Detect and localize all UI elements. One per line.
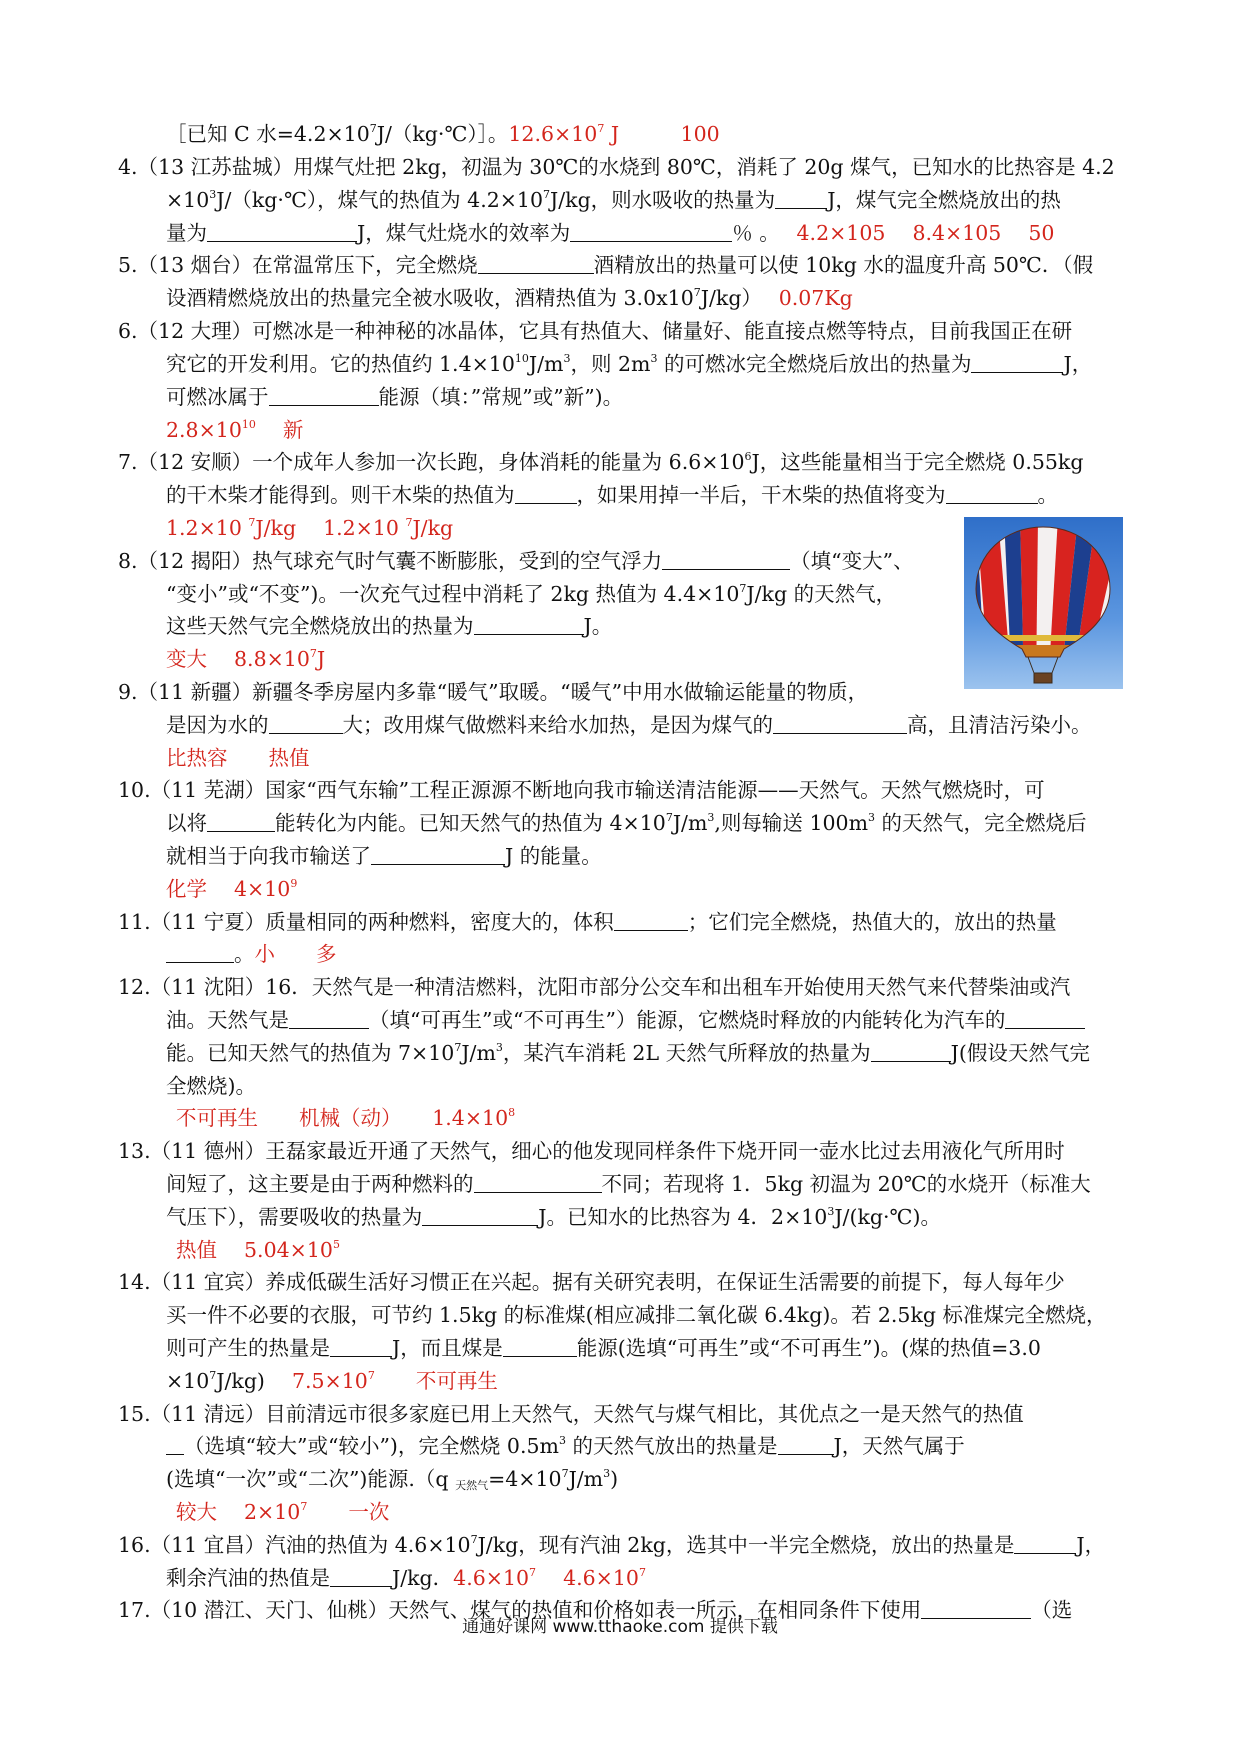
text-line: 。小 多 bbox=[166, 939, 337, 969]
text-line: 可燃冰属于 能源（填：”常规”或”新”)。 bbox=[166, 385, 624, 409]
text-line: 11.（11 宁夏）质量相同的两种燃料，密度大的，体积 ；它们完全燃烧，热值大的，放出的热量 bbox=[118, 910, 1057, 934]
text-line: 究它的开发利用。它的热值约 $1.4\times 10^{10}J/m^3$，则 $2m^3$ 的可燃冰完全燃烧后放出的热量为 J， bbox=[166, 352, 1093, 376]
text-line: ［已知 C 水$=4.2\times 10^7J/(kg\cdot℃)]$。$12.6\times 10^7$ J 100 bbox=[166, 122, 720, 146]
text-line: (选填“一次”或“二次”)能源.（q $_{天然气}=4\times 10^7J/m^3$) bbox=[166, 1467, 619, 1492]
text-line: 化学 $4\times 10^9$ bbox=[166, 877, 298, 901]
text-line: 间短了，这主要是由于两种燃料的 不同；若现将 1．5kg 初温为 20℃的水烧开（标准大 bbox=[166, 1172, 1091, 1196]
text-line: 设酒精燃烧放出的热量完全被水吸收，酒精热值为 $3.0x10^7J/kg$） 0.07Kg bbox=[166, 286, 853, 310]
text-line: 这些天然气完全燃烧放出的热量为 J。 bbox=[166, 614, 613, 638]
text-line: 10.（11 芜湖）国家“西气东输”工程正源源不断地向我市输送清洁能源——天然气。天然气燃烧时，可 bbox=[118, 778, 1045, 802]
text-line: 气压下），需要吸收的热量为 J。已知水的比热容为 4．$2\times 10^3J/(kg\cdot℃)$。 bbox=[166, 1205, 941, 1229]
text-line: 较大 $2\times 10^7$ 一次 bbox=[176, 1500, 390, 1524]
text-line: 则可产生的热量是 J，而且煤是 能源(选填“可再生”或“不可再生”)。(煤的热值=3.0 bbox=[166, 1336, 1041, 1360]
text-line: 5.（13 烟台）在常温常压下，完全燃烧 酒精放出的热量可以使 10kg 水的温度升高 50℃．（假 bbox=[118, 253, 1094, 277]
text-line: 14.（11 宜宾）养成低碳生活好习惯正在兴起。据有关研究表明，在保证生活需要的前提下，每人每年少 bbox=[118, 1270, 1065, 1294]
text-line: 8.（12 揭阳）热气球充气时气囊不断膨胀，受到的空气浮力 （填“变大”、 bbox=[118, 549, 914, 573]
hot-air-balloon-image bbox=[964, 517, 1123, 689]
text-line: 1.2×10 $^7$J/kg 1.2×10 $^7$J/kg bbox=[166, 516, 454, 540]
text-line: （选填“较大”或“较小”)，完全燃烧 $0.5m^3$ 的天然气放出的热量是 J，天然气属于 bbox=[166, 1431, 965, 1461]
text-line: 15.（11 清远）目前清远市很多家庭已用上天然气，天然气与煤气相比，其优点之一是天然气的热值 bbox=[118, 1402, 1024, 1426]
text-line: 比热容 热值 bbox=[166, 746, 310, 770]
text-line: 是因为水的 大；改用煤气做燃料来给水加热，是因为煤气的 高，且清洁污染小。 bbox=[166, 713, 1092, 737]
text-line: 热值 $5.04\times 10^5$ bbox=[176, 1238, 340, 1262]
text-line: 4.（13 江苏盐城）用煤气灶把 2kg，初温为 30℃的水烧到 80℃，消耗了 20g 煤气，已知水的比热容是 4.2 bbox=[118, 155, 1115, 179]
text-line: 13.（11 德州）王磊家最近开通了天然气，细心的他发现同样条件下烧开同一壶水比过去用液化气所用时 bbox=[118, 1139, 1065, 1163]
text-line: 买一件不必要的衣服，可节约 1.5kg 的标准煤(相应减排二氧化碳 6.4kg)。若 2.5kg 标准煤完全燃烧， bbox=[166, 1303, 1107, 1327]
text-line: 17.（10 潜江、天门、仙桃）天然气、煤气的热值和价格如表一所示，在相同条件下使用 （选 bbox=[118, 1598, 1073, 1622]
text-line: 16.（11 宜昌）汽油的热值为 $4.6\times 10^7J/kg$，现有汽油 2kg，选其中一半完全燃烧，放出的热量是 J， bbox=[118, 1533, 1106, 1557]
text-line: 就相当于向我市输送了 J 的能量。 bbox=[166, 844, 602, 868]
text-line: 能。已知天然气的热值为 $7\times 10^7J/m^3$，某汽车消耗 2L 天然气所释放的热量为 J(假设天然气完 bbox=[166, 1041, 1090, 1065]
text-line: 不可再生 机械（动） $1.4\times 10^8$ bbox=[176, 1106, 516, 1130]
text-line: “变小”或“不变”)。一次充气过程中消耗了 2kg 热值为 $4.4\times 10^7J/kg$ 的天然气， bbox=[166, 582, 897, 606]
text-line: $2.8\times 10^{10}$ 新 bbox=[166, 418, 304, 442]
text-line: 剩余汽油的热值是 J/kg．$4.6\times 10^7$ $4.6\times 10^7$ bbox=[166, 1566, 646, 1590]
text-line: 变大 $8.8\times 10^7J$ bbox=[166, 647, 326, 671]
footer-download-note: 通通好课网 www.tthaoke.com 提供下载 bbox=[462, 1617, 778, 1637]
text-line: 油。天然气是 （填“可再生”或“不可再生”）能源，它燃烧时释放的内能转化为汽车的 bbox=[166, 1005, 1085, 1035]
text-line: $\times 10^7J/kg$) $7.5\times 10^7$ 不可再生 bbox=[166, 1369, 498, 1393]
text-line: 量为 J，煤气灶烧水的效率为 ％ 。 4.2×105 8.4×105 50 bbox=[166, 221, 1055, 245]
text-line: 9.（11 新疆）新疆冬季房屋内多靠“暖气”取暖。“暖气”中用水做输运能量的物质， bbox=[118, 680, 869, 704]
text-line: 12.（11 沈阳）16．天然气是一种清洁燃料，沈阳市部分公交车和出租车开始使用天然气来代替柴油或汽 bbox=[118, 975, 1071, 999]
text-line: 6.（12 大理）可燃冰是一种神秘的冰晶体，它具有热值大、储量好、能直接点燃等特点，目前我国正在研 bbox=[118, 319, 1073, 343]
text-line: 7.（12 安顺）一个成年人参加一次长跑，身体消耗的能量为 $6.6\times 10^6J$，这些能量相当于完全燃烧 0.55kg bbox=[118, 450, 1084, 474]
text-line: 全燃烧)。 bbox=[166, 1074, 256, 1098]
text-line: 的干木柴才能得到。则干木柴的热值为 ，如果用掉一半后，干木柴的热值将变为 。 bbox=[166, 483, 1058, 507]
text-line: $\times 10^3J/(kg\cdot℃)$，煤气的热值为 $4.2\times 10^7J/kg$，则水吸收的热量为 J，煤气完全燃烧放出的热 bbox=[166, 188, 1061, 212]
text-line: 以将 能转化为内能。已知天然气的热值为 $4\times 10^7J/m^3$,则每输送 $100m^3$ 的天然气，完全燃烧后 bbox=[166, 811, 1087, 835]
